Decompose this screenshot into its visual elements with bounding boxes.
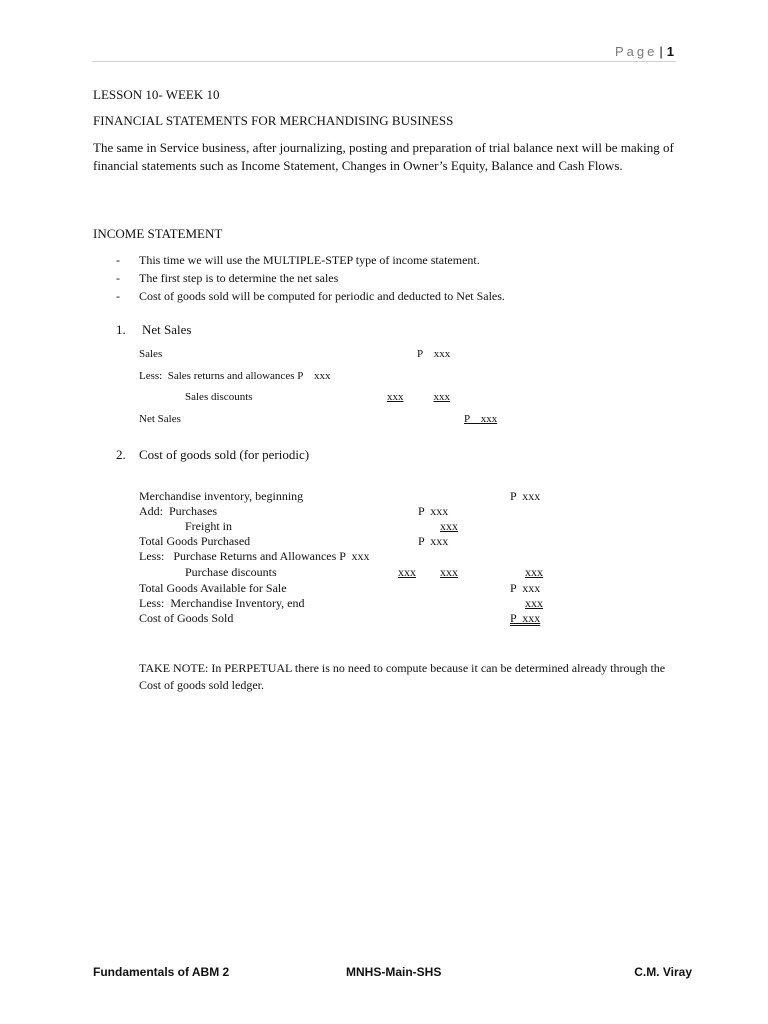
less-sales-returns: Less: Sales returns and allowances P xxx: [139, 370, 331, 382]
bullet-item: This time we will use the MULTIPLE-STEP type of income statement.: [139, 253, 480, 267]
sales-discount-total: xxx: [433, 391, 450, 403]
net-sales-label: Net Sales: [139, 413, 181, 425]
bullet-dash: -: [116, 289, 120, 303]
footer-left: Fundamentals of ABM 2: [93, 965, 230, 979]
bullet-dash: -: [116, 253, 120, 267]
sales-discount-amount: xxx: [387, 391, 404, 403]
sales-amount: P xxx: [417, 348, 451, 360]
merch-end-amount: xxx: [525, 596, 543, 610]
take-note: TAKE NOTE: In PERPETUAL there is no need to compute because it can be determined already through the Cost of goods sold ledger.: [139, 661, 666, 692]
page-word: Page: [615, 44, 658, 59]
subject-title: FINANCIAL STATEMENTS FOR MERCHANDISING BUSINESS: [93, 113, 454, 128]
cogs-heading: Cost of goods sold (for periodic): [139, 447, 310, 462]
total-available-amount: P xxx: [510, 581, 541, 595]
cogs-number: 2.: [116, 447, 126, 462]
page-number: 1: [666, 44, 674, 59]
bullet-item: Cost of goods sold will be computed for periodic and deducted to Net Sales.: [139, 289, 505, 303]
freight-in-amount: xxx: [440, 519, 458, 533]
intro-paragraph: The same in Service business, after journalizing, posting and preparation of trial balance next will be making of financial statements such as Income Statement, Changes in Owner’s Equity, Balance and Cash Flows.: [93, 140, 674, 173]
total-purchased-label: Total Goods Purchased: [139, 534, 251, 548]
sales-discounts-amounts: [387, 391, 457, 403]
merch-begin-amount: P xxx: [510, 489, 541, 503]
purchases-amount: P xxx: [418, 504, 449, 518]
page-header: [615, 44, 674, 59]
cogs-label: Cost of Goods Sold: [139, 611, 234, 625]
total-available-label: Total Goods Available for Sale: [139, 581, 287, 595]
bullet-item: The first step is to determine the net sales: [139, 271, 339, 285]
total-purchased-amount: P xxx: [418, 534, 449, 548]
add-purchases-label: Add: Purchases: [139, 504, 217, 518]
net-sales-amount: P xxx: [464, 413, 498, 425]
net-sales-heading: Net Sales: [142, 322, 192, 337]
footer-center: MNHS-Main-SHS: [346, 965, 442, 979]
less-purchase-returns: Less: Purchase Returns and Allowances P xxx: [139, 549, 370, 563]
header-rule: [92, 61, 676, 62]
purchase-discount-amount: xxx: [398, 565, 416, 579]
sales-discounts-label: Sales discounts: [185, 391, 253, 403]
purchase-discount-total: xxx: [440, 565, 458, 579]
purchase-discount-col3: xxx: [525, 565, 543, 579]
bullet-dash: -: [116, 271, 120, 285]
purchase-discounts-label: Purchase discounts: [185, 565, 277, 579]
sales-label: Sales: [139, 348, 163, 360]
cogs-amount: P xxx: [510, 611, 541, 625]
page-separator: |: [659, 44, 663, 59]
merch-begin-label: Merchandise inventory, beginning: [139, 489, 304, 503]
less-merch-end-label: Less: Merchandise Inventory, end: [139, 596, 305, 610]
lesson-title: LESSON 10- WEEK 10: [93, 87, 220, 102]
net-sales-number: 1.: [116, 322, 126, 337]
income-statement-heading: INCOME STATEMENT: [93, 226, 223, 241]
purchase-discount-amounts: [372, 565, 458, 580]
freight-in-label: Freight in: [185, 519, 232, 533]
footer-right: C.M. Viray: [634, 965, 692, 979]
